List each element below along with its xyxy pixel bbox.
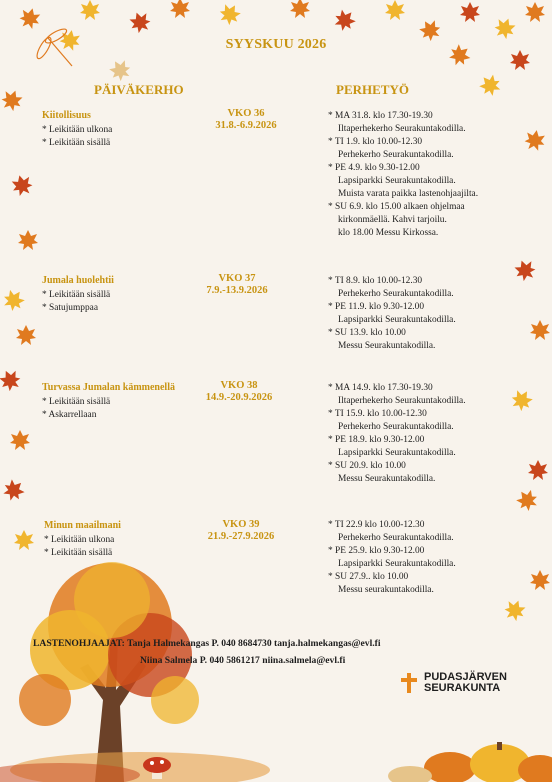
parish-name-line-2: SEURAKUNTA	[424, 682, 501, 694]
week-38-number	[174, 380, 304, 403]
event-detail: Perhekerho Seurakuntakodilla.	[338, 150, 454, 160]
event-line: * PE 11.9. klo 9.30-12.00	[328, 302, 425, 312]
activity-item: * Leikitään sisällä	[44, 548, 113, 558]
event-detail: Messu Seurakuntakodilla.	[338, 474, 436, 484]
activity-item: * Leikitään ulkona	[42, 125, 113, 135]
week-36-theme: Kiitollisuus	[42, 110, 91, 121]
contact-line-2: Niina Salmela P. 040 5861217 niina.salmela@evl.fi	[140, 655, 346, 666]
event-line: * PE 18.9. klo 9.30-12.00	[328, 435, 425, 445]
event-detail: Muista varata paikka lastenohjaajilta.	[338, 189, 479, 199]
activity-item: * Leikitään ulkona	[44, 535, 115, 545]
week-number: VKO 39	[222, 519, 260, 530]
autumn-tree	[0, 562, 270, 782]
contact-line-1: LASTENOHJAAJAT: Tanja Halmekangas P. 040 8684730 tanja.halmekangas@evl.fi	[33, 638, 381, 649]
week-36-number	[181, 108, 311, 131]
event-detail: Perhekerho Seurakuntakodilla.	[338, 289, 454, 299]
event-line: * MA 14.9. klo 17.30-19.30	[328, 383, 433, 393]
event-detail: Perhekerho Seurakuntakodilla.	[338, 533, 454, 543]
week-39-activities	[44, 534, 114, 560]
event-line: * TI 15.9. klo 10.00-12.30	[328, 409, 427, 419]
week-36-activities	[42, 124, 112, 150]
event-line: * SU 20.9. klo 10.00	[328, 461, 406, 471]
week-dates: 31.8.-6.9.2026	[215, 120, 277, 131]
event-detail: kirkonmäellä. Kahvi tarjoilu.	[338, 215, 447, 225]
event-detail: klo 18.00 Messu Kirkossa.	[338, 228, 439, 238]
week-39-events	[328, 519, 528, 597]
column-header-perhetyo: PERHETYÖ	[336, 82, 409, 97]
event-detail: Lapsiparkki Seurakuntakodilla.	[338, 559, 456, 569]
event-line: * MA 31.8. klo 17.30-19.30	[328, 111, 433, 121]
column-header-paivakerho: PÄIVÄKERHO	[94, 82, 184, 97]
week-number: VKO 37	[218, 273, 256, 284]
event-detail: Messu Seurakuntakodilla.	[338, 341, 436, 351]
parish-name	[424, 672, 507, 694]
cross-icon	[400, 673, 418, 693]
contact-info	[33, 635, 381, 669]
pumpkins	[388, 742, 552, 782]
week-37-number	[172, 273, 302, 296]
event-detail: Lapsiparkki Seurakuntakodilla.	[338, 448, 456, 458]
activity-item: * Leikitään sisällä	[42, 290, 111, 300]
week-39-number	[176, 519, 306, 542]
page-title: SYYSKUU 2026	[225, 37, 327, 52]
week-37-events	[328, 275, 528, 353]
week-number: VKO 36	[227, 108, 265, 119]
parish-logo	[400, 672, 507, 694]
week-37-theme: Jumala huolehtii	[42, 275, 114, 286]
week-37-activities	[42, 289, 110, 315]
week-38-theme: Turvassa Jumalan kämmenellä	[42, 382, 175, 393]
event-line: * PE 4.9. klo 9.30-12.00	[328, 163, 420, 173]
week-36-events	[328, 110, 528, 240]
event-line: * SU 13.9. klo 10.00	[328, 328, 406, 338]
activity-item: * Askarrellaan	[42, 410, 97, 420]
parish-name-line-1: PUDASJÄRVEN	[424, 671, 507, 683]
week-dates: 14.9.-20.9.2026	[205, 392, 273, 403]
event-line: * PE 25.9. klo 9.30-12.00	[328, 546, 425, 556]
week-38-activities	[42, 396, 110, 422]
activity-item: * Leikitään sisällä	[42, 397, 111, 407]
activity-item: * Satujumppaa	[42, 303, 98, 313]
event-detail: Lapsiparkki Seurakuntakodilla.	[338, 315, 456, 325]
week-dates: 7.9.-13.9.2026	[206, 285, 268, 296]
event-line: * SU 6.9. klo 15.00 alkaen ohjelmaa	[328, 202, 465, 212]
event-detail: Iltaperhekerho Seurakuntakodilla.	[338, 124, 466, 134]
left-leaves	[0, 87, 38, 550]
week-38-events	[328, 382, 528, 486]
activity-item: * Leikitään sisällä	[42, 138, 111, 148]
week-39-theme: Minun maailmani	[44, 520, 121, 531]
event-detail: Messu seurakuntakodilla.	[338, 585, 434, 595]
event-line: * TI 1.9. klo 10.00-12.30	[328, 137, 423, 147]
event-line: * TI 22.9 klo 10.00-12.30	[328, 520, 425, 530]
event-line: * SU 27.9.. klo 10.00	[328, 572, 409, 582]
event-detail: Iltaperhekerho Seurakuntakodilla.	[338, 396, 466, 406]
week-number: VKO 38	[220, 380, 258, 391]
event-line: * TI 8.9. klo 10.00-12.30	[328, 276, 423, 286]
event-detail: Lapsiparkki Seurakuntakodilla.	[338, 176, 456, 186]
event-detail: Perhekerho Seurakuntakodilla.	[338, 422, 454, 432]
week-dates: 21.9.-27.9.2026	[207, 531, 275, 542]
